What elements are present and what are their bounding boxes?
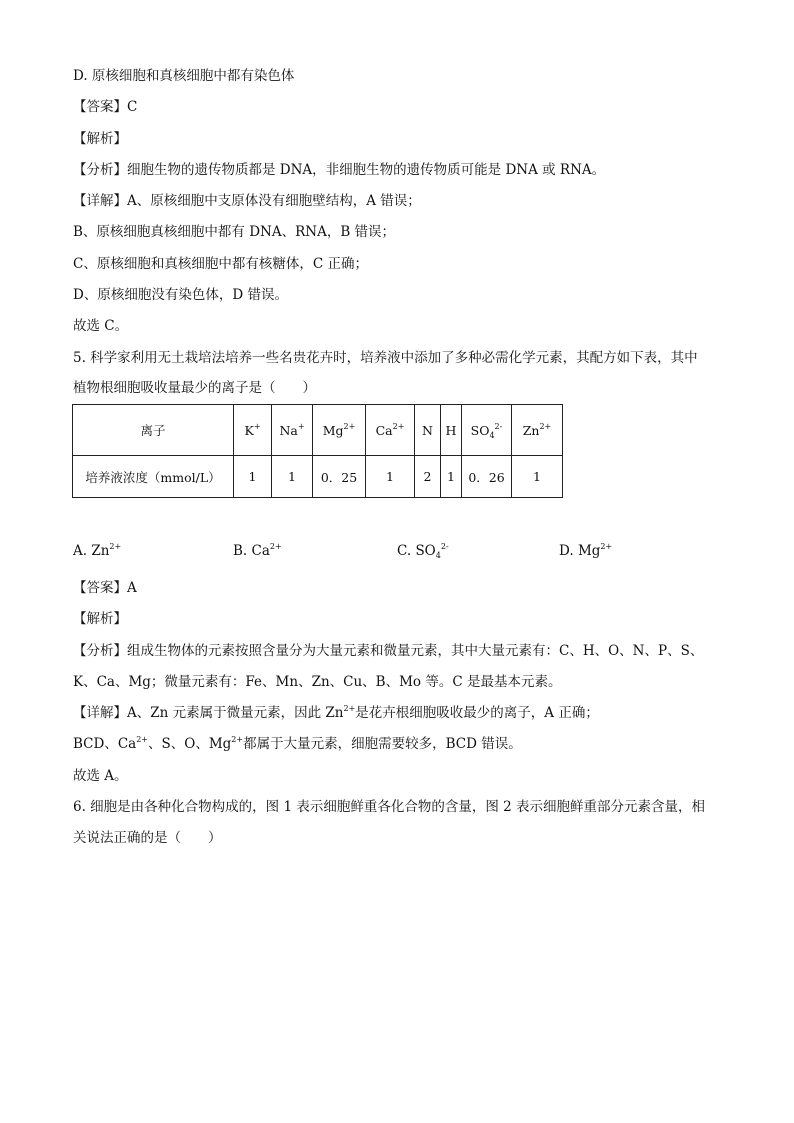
q5-conclusion: 故选 A。 [73,768,128,784]
conc-na: 1 [272,456,313,498]
q4-xiangjie: 【详解】A、原核细胞中支原体没有细胞壁结构，A 错误； [73,193,421,209]
conc-zn: 1 [512,456,563,498]
q5-option-b: B. $Ca^{2+}$ [233,542,282,559]
q4-explain-b: B、原核细胞真核细胞中都有 DNA、RNA，B 错误； [73,224,396,240]
q5-fenxi-line1: 【分析】组成生物体的元素按照含量分为大量元素和微量元素，其中大量元素有：C、H、O、N、P、S、 [73,643,704,659]
q5-fenxi-line2: K、Ca、Mg；微量元素有：Fe、Mn、Zn、Cu、B、Mo 等。C 是最基本元素。 [73,674,562,690]
ion-so4: $SO_4^{2-}$ [462,405,512,456]
q5-answer: 【答案】A [73,580,137,596]
q5-stem-line1: 5. 科学家利用无土栽培法培养一些名贵花卉时，培养液中添加了多种必需化学元素，其配方如下表，其中 [73,350,698,366]
conc-n: 2 [415,456,441,498]
q5-option-a: A. $Zn^{2+}$ [73,542,122,559]
conc-mg: 0．25 [313,456,366,498]
ion-k: K+ [234,405,272,456]
conc-so4: 0．26 [462,456,512,498]
ion-na: Na+ [272,405,313,456]
q5-stem-line2: 植物根细胞吸收量最少的离子是（ ） [73,380,316,396]
conc-ca: 1 [366,456,415,498]
ion-n-truncated: N [415,405,441,456]
table-header-ion: 离子 [73,405,234,456]
q4-fenxi: 【分析】细胞生物的遗传物质都是 DNA，非细胞生物的遗传物质可能是 DNA 或 RNA。 [73,162,606,178]
q5-option-d: D. $Mg^{2+}$ [559,542,613,559]
q5-analysis-label: 【解析】 [73,611,127,627]
ion-concentration-table [72,404,563,498]
ion-ca: $Ca^{2+}$ [366,405,415,456]
conc-h: 1 [441,456,462,498]
q4-explain-c: C、原核细胞和真核细胞中都有核糖体，C 正确； [73,256,368,272]
q5-xiangjie: 【详解】A、Zn 元素属于微量元素，因此 $Zn^{2+}$是花卉根细胞吸收最少的离子，A 正确； [73,704,599,721]
q5-option-c: C. $SO_4^{2-}$ [397,542,449,560]
q6-stem-line1: 6. 细胞是由各种化合物构成的，图 1 表示细胞鲜重各化合物的含量，图 2 表示细胞鲜重部分元素含量，相 [73,799,706,815]
ion-h-truncated: H [441,405,462,456]
table-row-concentration [73,456,563,498]
q5-explain-bcd: BCD、$Ca^{2+}$、S、O、$Mg^{2+}$都属于大量元素，细胞需要较多，BCD 错误。 [73,735,522,752]
q4-conclusion: 故选 C。 [73,318,129,334]
q4-answer: 【答案】C [73,99,138,115]
ion-zn: $Zn^{2+}$ [512,405,563,456]
q4-analysis-label: 【解析】 [73,131,127,147]
table-row-ions [73,405,563,456]
q6-stem-line2: 关说法正确的是（ ） [73,830,222,846]
table-header-concentration: 培养液浓度（mmol/L） [73,456,234,498]
q4-explain-d: D、原核细胞没有染色体，D 错误。 [73,287,288,303]
q4-option-d: D. 原核细胞和真核细胞中都有染色体 [73,68,295,84]
ion-mg: $Mg^{2+}$ [313,405,366,456]
conc-k: 1 [234,456,272,498]
